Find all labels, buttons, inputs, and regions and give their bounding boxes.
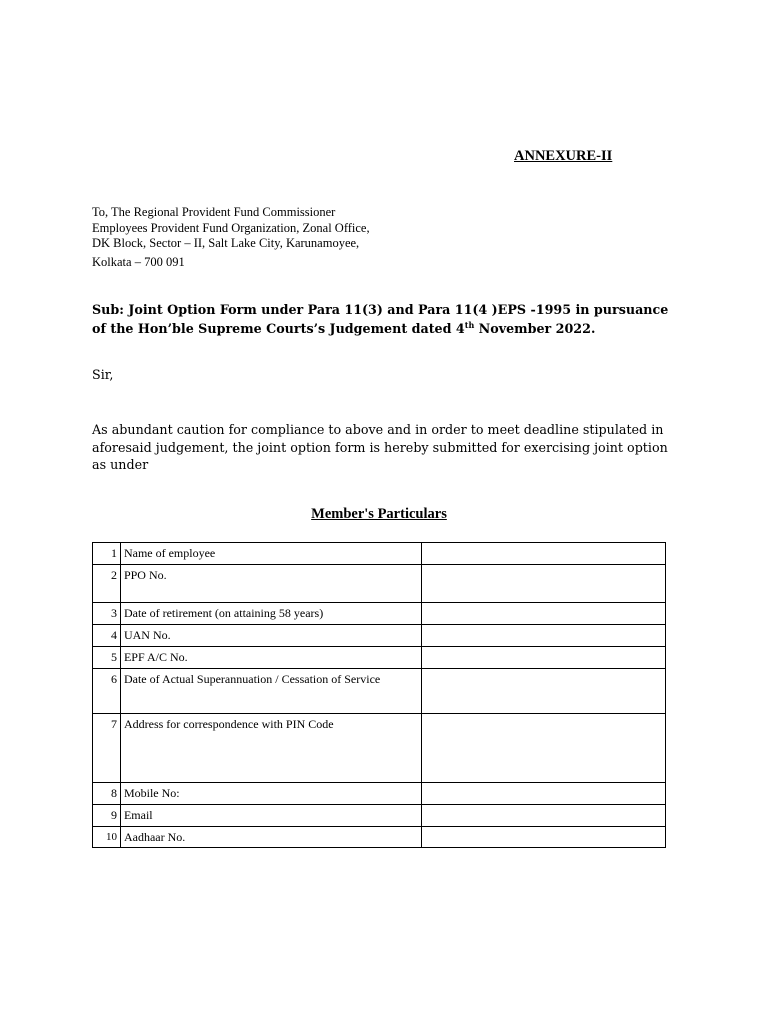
table-row (93, 543, 666, 565)
row-value-field[interactable] (422, 625, 666, 647)
row-value-field[interactable] (422, 669, 666, 714)
subject-line (92, 301, 682, 338)
row-number: 6 (93, 669, 121, 714)
row-number: 4 (93, 625, 121, 647)
row-label: Name of employee (120, 543, 421, 565)
subject-text-end: November 2022. (474, 320, 596, 336)
row-label: EPF A/C No. (120, 647, 421, 669)
row-value-field[interactable] (422, 714, 666, 783)
salutation: Sir, (92, 367, 114, 382)
address-line: DK Block, Sector – II, Salt Lake City, Karunamoyee, (92, 236, 360, 250)
row-label: Date of Actual Superannuation / Cessation of Service (120, 669, 421, 714)
address-line: Kolkata – 700 091 (92, 254, 185, 269)
row-label: Mobile No: (120, 783, 421, 805)
row-label: Date of retirement (on attaining 58 years) (120, 603, 421, 625)
body-paragraph: As abundant caution for compliance to above and in order to meet deadline stipulated in aforesaid judgement, the joint option form is hereby submitted for exercising joint option as under (92, 422, 668, 472)
row-label: Email (120, 805, 421, 827)
members-particulars-table (92, 542, 666, 848)
address-line: To, The Regional Provident Fund Commissioner (92, 205, 336, 219)
row-number: 1 (93, 543, 121, 565)
row-number: 2 (93, 565, 121, 603)
table-row (93, 714, 666, 783)
table-row (93, 625, 666, 647)
row-value-field[interactable] (422, 647, 666, 669)
table-row (93, 647, 666, 669)
table-row (93, 805, 666, 827)
row-value-field[interactable] (422, 603, 666, 625)
subject-text: Sub: Joint Option Form under Para 11(3) and Para 11(4 )EPS -1995 in pursuance of the Hon’ble Supreme Courts’s Judgement dated 4 (92, 302, 669, 336)
row-number: 10 (93, 827, 121, 848)
row-number: 7 (93, 714, 121, 783)
row-number: 8 (93, 783, 121, 805)
subject-superscript: th (464, 319, 475, 330)
row-number: 5 (93, 647, 121, 669)
row-label: PPO No. (120, 565, 421, 603)
row-label: UAN No. (120, 625, 421, 647)
row-label: Aadhaar No. (120, 827, 421, 848)
table-row (93, 669, 666, 714)
row-value-field[interactable] (422, 805, 666, 827)
section-title: Member's Particulars (311, 506, 447, 522)
row-value-field[interactable] (422, 565, 666, 603)
table-row (93, 827, 666, 848)
row-value-field[interactable] (422, 543, 666, 565)
row-value-field[interactable] (422, 783, 666, 805)
table-row (93, 603, 666, 625)
row-number: 9 (93, 805, 121, 827)
address-line: Employees Provident Fund Organization, Zonal Office, (92, 220, 370, 235)
row-number: 3 (93, 603, 121, 625)
recipient-address (92, 205, 652, 270)
annexure-heading: ANNEXURE-II (514, 148, 613, 164)
row-value-field[interactable] (422, 827, 666, 848)
table-row (93, 565, 666, 603)
table-row (93, 783, 666, 805)
row-label: Address for correspondence with PIN Code (120, 714, 421, 783)
